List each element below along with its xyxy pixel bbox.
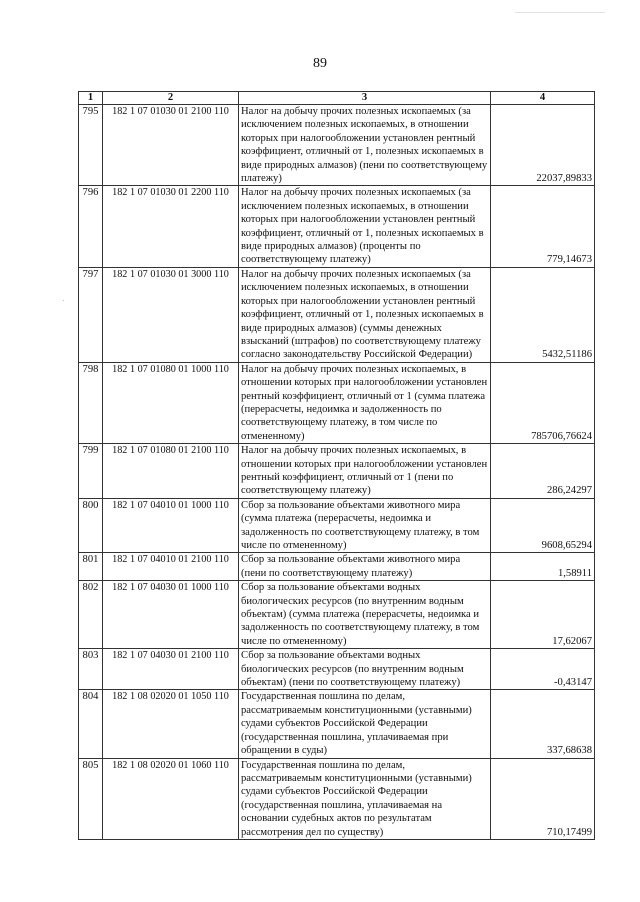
budget-code: 182 1 07 04010 01 1000 110 — [103, 498, 239, 553]
budget-code: 182 1 07 04010 01 2100 110 — [103, 553, 239, 581]
table-row — [79, 553, 595, 581]
row-number: 804 — [79, 690, 103, 758]
row-amount: 286,24297 — [491, 444, 595, 499]
table-row — [79, 444, 595, 499]
table-row — [79, 649, 595, 690]
table-row — [79, 186, 595, 267]
row-amount: 17,62067 — [491, 581, 595, 649]
row-description: Сбор за пользование объектами животного мира (сумма платежа (перерасчеты, недоимка и задолженность по соответствующему платежу, в том числе по отмененному) — [239, 498, 491, 553]
budget-code: 182 1 07 01080 01 1000 110 — [103, 362, 239, 443]
budget-code: 182 1 08 02020 01 1050 110 — [103, 690, 239, 758]
row-amount: 22037,89833 — [491, 105, 595, 186]
scan-artifact-dot — [63, 300, 64, 301]
budget-code: 182 1 07 01030 01 3000 110 — [103, 267, 239, 362]
header-col-1: 1 — [79, 92, 103, 105]
table-row — [79, 105, 595, 186]
header-col-2: 2 — [103, 92, 239, 105]
table-row — [79, 267, 595, 362]
row-description: Налог на добычу прочих полезных ископаемых, в отношении которых при налогообложении установлен рентный коэффициент, отличный от 1 (пени по соответствующему платежу) — [239, 444, 491, 499]
header-col-3: 3 — [239, 92, 491, 105]
row-description: Сбор за пользование объектами водных биологических ресурсов (по внутренним водным объектам) (пени по соответствующему платежу) — [239, 649, 491, 690]
row-number: 802 — [79, 581, 103, 649]
row-number: 799 — [79, 444, 103, 499]
row-number: 797 — [79, 267, 103, 362]
row-amount: 9608,65294 — [491, 498, 595, 553]
row-number: 798 — [79, 362, 103, 443]
row-number: 803 — [79, 649, 103, 690]
budget-code: 182 1 07 01030 01 2100 110 — [103, 105, 239, 186]
table-row — [79, 498, 595, 553]
row-number: 801 — [79, 553, 103, 581]
budget-code: 182 1 07 01080 01 2100 110 — [103, 444, 239, 499]
row-amount: 710,17499 — [491, 758, 595, 839]
row-amount: 5432,51186 — [491, 267, 595, 362]
table-row — [79, 758, 595, 839]
budget-code: 182 1 07 01030 01 2200 110 — [103, 186, 239, 267]
header-col-4: 4 — [491, 92, 595, 105]
budget-code: 182 1 08 02020 01 1060 110 — [103, 758, 239, 839]
row-amount: 337,68638 — [491, 690, 595, 758]
table-header-row — [79, 92, 595, 105]
row-number: 805 — [79, 758, 103, 839]
row-description: Государственная пошлина по делам, рассматриваемым конституционными (уставными) судами субъектов Российской Федерации (государственная пошлина, уплачиваемая на основании судебных актов по результатам рассмотрения дел по существу) — [239, 758, 491, 839]
budget-code: 182 1 07 04030 01 1000 110 — [103, 581, 239, 649]
table-row — [79, 581, 595, 649]
row-description: Налог на добычу прочих полезных ископаемых (за исключением полезных ископаемых, в отношении которых при налогообложении установлен рентный коэффициент, отличный от 1, полезных ископаемых в виде природных алмазов) (пени по соответствующему платежу) — [239, 105, 491, 186]
row-number: 796 — [79, 186, 103, 267]
row-amount: 1,58911 — [491, 553, 595, 581]
table-row — [79, 690, 595, 758]
row-description: Налог на добычу прочих полезных ископаемых, в отношении которых при налогообложении установлен рентный коэффициент, отличный от 1 (сумма платежа (перерасчеты, недоимка и задолженность по соответствующему платежу, в том числе по отмененному) — [239, 362, 491, 443]
row-description: Государственная пошлина по делам, рассматриваемым конституционными (уставными) судами субъектов Российской Федерации (государственная пошлина, уплачиваемая при обращении в суды) — [239, 690, 491, 758]
row-number: 795 — [79, 105, 103, 186]
scan-artifact-line — [515, 12, 605, 13]
row-description: Сбор за пользование объектами животного мира (пени по соответствующему платежу) — [239, 553, 491, 581]
row-amount: -0,43147 — [491, 649, 595, 690]
row-amount: 779,14673 — [491, 186, 595, 267]
row-amount: 785706,76624 — [491, 362, 595, 443]
table-row — [79, 362, 595, 443]
row-number: 800 — [79, 498, 103, 553]
row-description: Сбор за пользование объектами водных биологических ресурсов (по внутренним водным объектам) (сумма платежа (перерасчеты, недоимка и задолженность по соответствующему платежу, в том числе по отмененному) — [239, 581, 491, 649]
row-description: Налог на добычу прочих полезных ископаемых (за исключением полезных ископаемых, в отношении которых при налогообложении установлен рентный коэффициент, отличный от 1, полезных ископаемых в виде природных алмазов) (проценты по соответствующему платежу) — [239, 186, 491, 267]
budget-code: 182 1 07 04030 01 2100 110 — [103, 649, 239, 690]
page-number: 89 — [313, 56, 327, 71]
row-description: Налог на добычу прочих полезных ископаемых (за исключением полезных ископаемых, в отношении которых при налогообложении установлен рентный коэффициент, отличный от 1, полезных ископаемых в виде природных алмазов) (суммы денежных взысканий (штрафов) по соответствующему платежу согласно законодательству Российской Федерации) — [239, 267, 491, 362]
revenue-table — [78, 91, 595, 840]
